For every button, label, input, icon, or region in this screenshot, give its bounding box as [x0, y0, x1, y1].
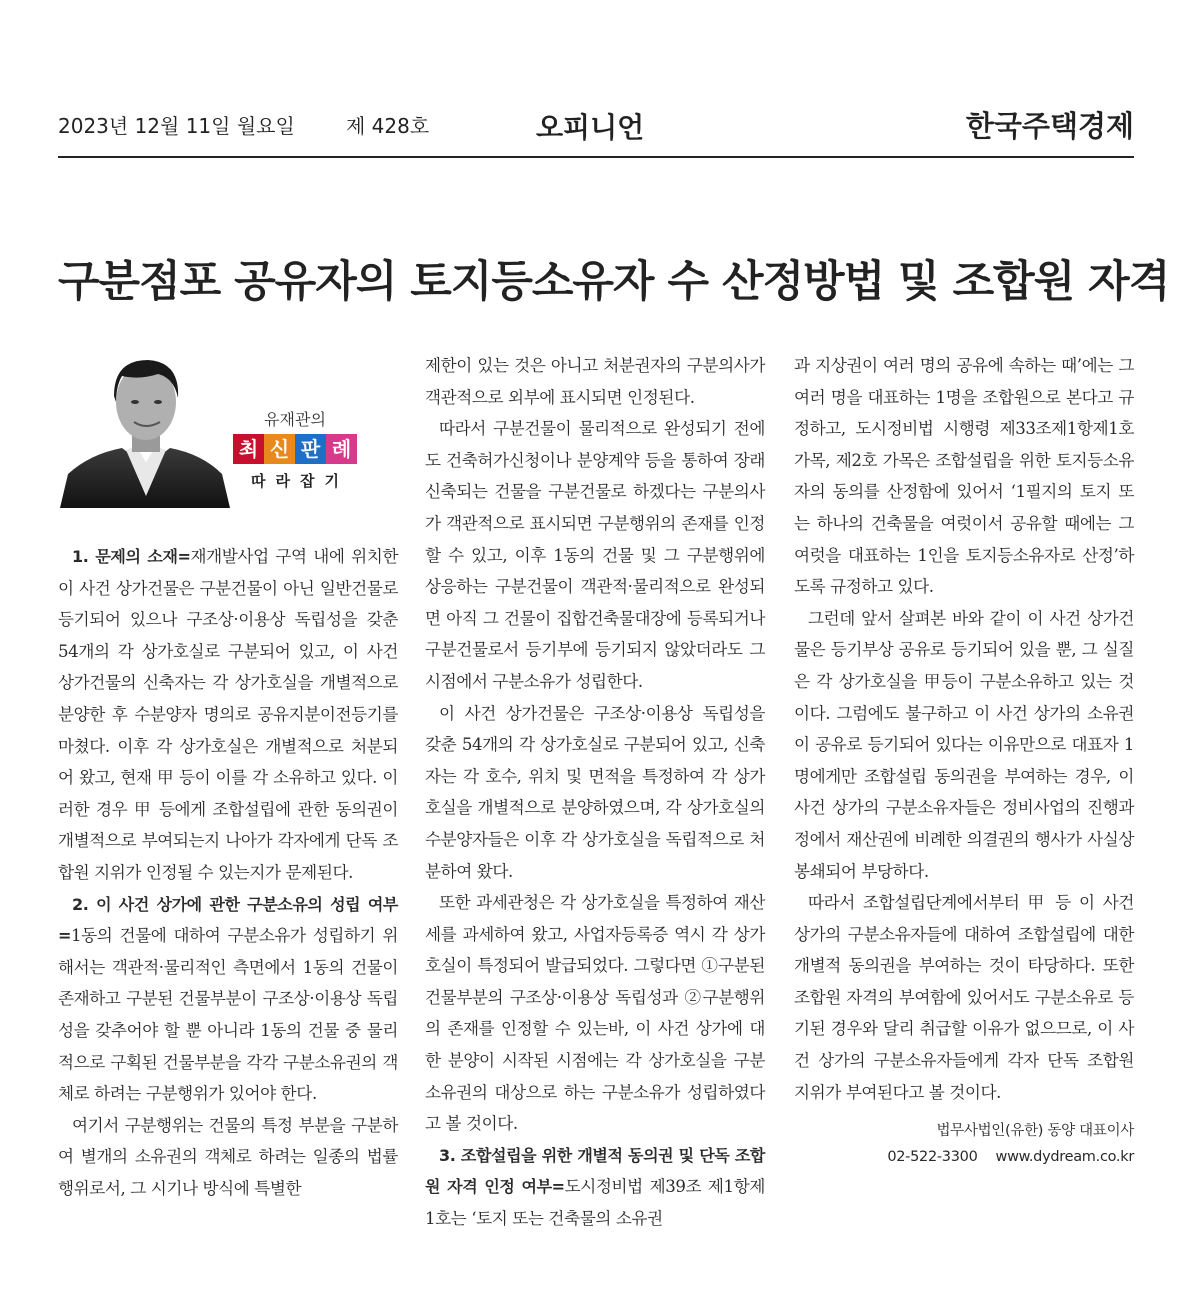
issue-number: 제 428호	[346, 114, 430, 138]
author-photo	[60, 346, 230, 508]
paragraph-text: 따라서 구분건물이 물리적으로 완성되기 전에도 건축허가신청이나 분양계약 등을 통하여 장래 신축되는 건물을 구분건물로 하겠다는 구분의사가 객관적으로 표시되면 구분행위의 존재를 인정할 수 있고, 이후 1동의 건물 및 그 구분행위에 상응하는 구분건물이 객관적·물리적으로 완성되면 아직 그 건물이 집합건축물대장에 등록되거나 구분건물로서 등기부에 등기되지 않았더라도 그 시점에서 구분소유가 성립한다.	[425, 419, 765, 691]
paragraph-heading: 1. 문제의 소재=	[72, 547, 191, 566]
paragraph	[58, 1110, 398, 1205]
paragraph-text: 여기서 구분행위는 건물의 특정 부분을 구분하여 별개의 소유권의 객체로 하려는 일종의 법률행위로서, 그 시기나 방식에 특별한	[58, 1115, 398, 1198]
author-website[interactable]: www.dydream.co.kr	[995, 1149, 1134, 1166]
paragraph	[425, 698, 765, 888]
paragraph	[425, 887, 765, 1140]
paragraph	[58, 889, 398, 1110]
paragraph-text: 따라서 조합설립단계에서부터 甲 등 이 사건 상가의 구분소유자들에 대하여 조합설립에 대한 개별적 동의권을 부여하는 것이 타당하다. 또한 조합원 자격의 부여함에 있어서도 구분소유로 등기된 경우와 달리 취급할 이유가 없으므로, 이 사건 상가의 구분소유자들에게 각자 단독 조합원 지위가 부여된다고 볼 것이다.	[794, 893, 1134, 1102]
paragraph	[58, 541, 398, 889]
paragraph-continuation: 제한이 있는 것은 아니고 처분권자의 구분의사가 객관적으로 외부에 표시되면 인정된다.	[425, 356, 765, 407]
author-phone: 02-522-3300	[887, 1149, 978, 1166]
article-column-3	[794, 350, 1134, 1170]
paragraph-text: 이 사건 상가건물은 구조상·이용상 독립성을 갖춘 54개의 각 상가호실로 구분되어 있고, 신축자는 각 호수, 위치 및 면적을 특정하여 각 상가호실을 개별적으로 분양하였으며, 각 상가호실의 수분양자들은 이후 각 상가호실을 독립적으로 처분하여 왔다.	[425, 703, 765, 881]
paragraph-text: 1동의 건물에 대하여 구분소유가 성립하기 위해서는 객관적·물리적인 측면에서 1동의 건물이 존재하고 구분된 건물부분이 구조상·이용상 독립성을 갖추어야 할 뿐 아니라 1동의 건물 중 물리적으로 구획된 건물부분을 각각 구분소유권의 객체로 하려는 구분행위가 있어야 한다.	[58, 926, 398, 1104]
section-name: 오피니언	[536, 111, 645, 144]
column-author: 유재관의	[264, 410, 326, 429]
paragraph	[425, 1140, 765, 1235]
article-column-2	[425, 350, 765, 1235]
column-name-char: 판	[295, 434, 326, 464]
paragraph-text: 또한 과세관청은 각 상가호실을 특정하여 재산세를 과세하여 왔고, 사업자등록증 역시 각 상가호실이 특정되어 발급되었다. 그렇다면 ①구분된 건물부분의 구조상·이용상 독립성과 ②구분행위의 존재를 인정할 수 있는바, 이 사건 상가에 대한 분양이 시작된 시점에는 각 상가호실을 구분소유권의 대상으로 하는 구분소유가 성립하였다고 볼 것이다.	[425, 893, 765, 1134]
column-subtitle: 따라잡기	[251, 472, 349, 490]
column-name-char: 례	[326, 434, 357, 464]
paragraph	[794, 603, 1134, 887]
author-contact	[794, 1144, 1134, 1170]
column-logo	[228, 407, 362, 491]
author-firm: 법무사법인(유한) 동양 대표이사	[936, 1123, 1134, 1140]
publication-name: 한국주택경제	[965, 109, 1134, 143]
paragraph-heading: 3. 조합설립을 위한 개별적 동의권 및 단독 조합원 자격 인정 여부=	[425, 1145, 765, 1197]
page-header	[58, 100, 1134, 158]
column-name-char: 신	[264, 434, 295, 464]
article-column-1	[58, 541, 398, 1204]
publication-date: 2023년 12월 11일 월요일	[58, 114, 295, 138]
paragraph	[425, 413, 765, 697]
column-name	[228, 434, 362, 464]
paragraph-text: 재개발사업 구역 내에 위치한 이 사건 상가건물은 구분건물이 아닌 일반건물로 등기되어 있으나 구조상·이용상 독립성을 갖춘 54개의 각 상가호실로 구분되어 있고, 이 사건 상가건물의 신축자는 각 상가호실을 개별적으로 분양한 후 수분양자 명의로 공유지분이전등기를 마쳤다. 이후 각 상가호실은 개별적으로 처분되어 왔고, 현재 甲 등이 이를 각 소유하고 있다. 이러한 경우 甲 등에게 조합설립에 관한 동의권이 개별적으로 부여되는지 나아가 각자에게 단독 조합원 지위가 인정될 수 있는지가 문제된다.	[58, 547, 398, 882]
paragraph-text: 도시정비법 제39조 제1항제1호는 ‘토지 또는 건축물의 소유권	[425, 1177, 765, 1229]
paragraph-heading: 2. 이 사건 상가에 관한 구분소유의 성립 여부=	[58, 894, 398, 946]
article-title: 구분점포 공유자의 토지등소유자 수 산정방법 및 조합원 자격	[58, 257, 1170, 307]
paragraph-continuation: 과 지상권이 여러 명의 공유에 속하는 때’에는 그 여러 명을 대표하는 1명을 조합원으로 본다고 규정하고, 도시정비법 시행령 제33조제1항제1호 가목, 제2호 가목은 조합설립을 위한 토지등소유자의 동의를 산정함에 있어서 ‘1필지의 토지 또는 하나의 건축물을 여럿이서 공유할 때에는 그 여럿을 대표하는 1인을 토지등소유자로 산정’하도록 규정하고 있다.	[794, 356, 1134, 597]
paragraph-text: 그런데 앞서 살펴본 바와 같이 이 사건 상가건물은 등기부상 공유로 등기되어 있을 뿐, 그 실질은 각 상가호실을 甲등이 구분소유하고 있는 것이다. 그럼에도 불구하고 이 사건 상가의 소유권이 공유로 등기되어 있다는 이유만으로 대표자 1명에게만 조합설립 동의권을 부여하는 경우, 이 사건 상가의 구분소유자들은 정비사업의 진행과정에서 재산권에 비례한 의결권의 행사가 사실상 봉쇄되어 부당하다.	[794, 608, 1134, 881]
author-signature	[794, 1118, 1134, 1170]
paragraph	[794, 887, 1134, 1108]
column-name-char: 최	[233, 434, 264, 464]
